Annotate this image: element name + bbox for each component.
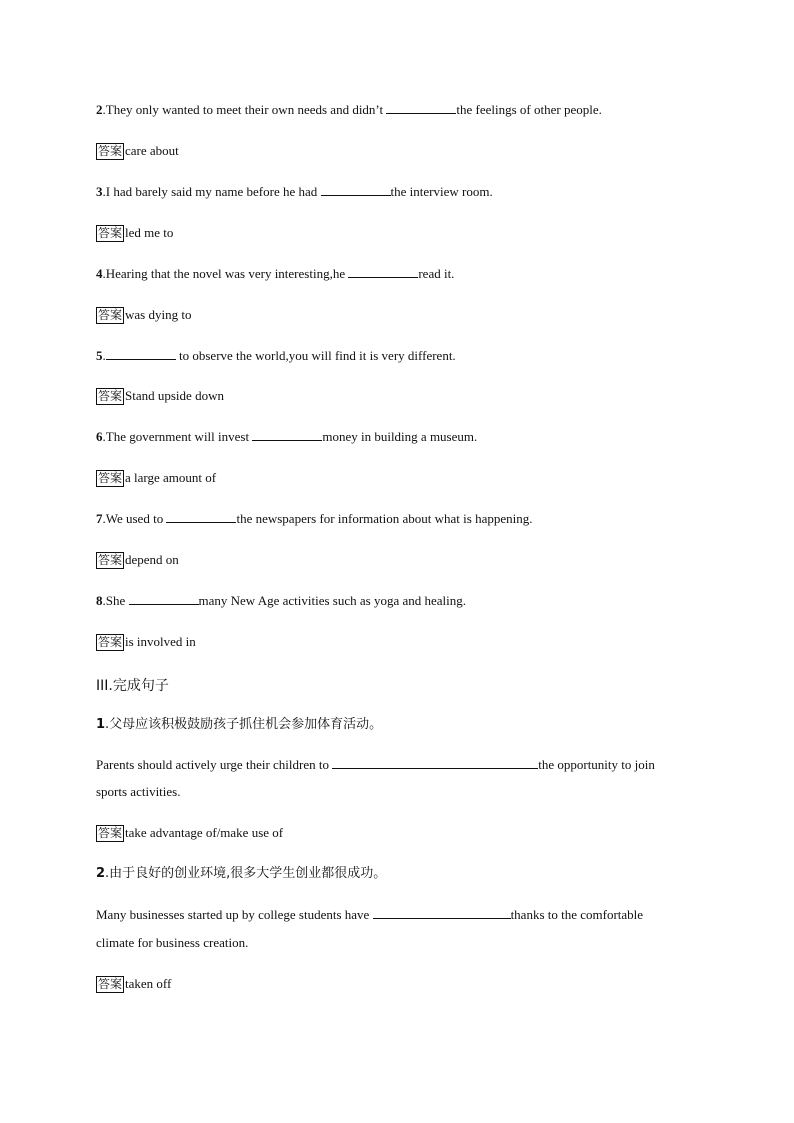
- answer-text: depend on: [125, 552, 179, 567]
- question-5: [96, 347, 456, 365]
- answer-text: a large amount of: [125, 470, 217, 485]
- sentence-1-english-line2: sports activities.: [96, 784, 181, 799]
- sentence-2-chinese: [96, 865, 386, 883]
- english-text-after: the opportunity to join: [538, 757, 655, 772]
- question-2: [96, 101, 602, 119]
- answer-tag: 答案: [98, 226, 123, 240]
- answer-tag: 答案: [98, 389, 123, 403]
- answer-blank: [106, 347, 176, 360]
- answer-text: led me to: [125, 225, 174, 240]
- answer-blank: [332, 756, 538, 769]
- answer-tag: 答案: [98, 553, 123, 567]
- answer-sentence-2: [96, 975, 171, 993]
- question-text-before: .She: [102, 593, 129, 608]
- answer-text: taken off: [125, 976, 172, 991]
- question-text-after: the newspapers for information about what is happening.: [236, 511, 533, 526]
- question-number: 7: [96, 511, 103, 526]
- sentence-1-english: [96, 756, 655, 774]
- question-text-after: the interview room.: [390, 184, 493, 199]
- question-4: [96, 265, 454, 283]
- answer-4: [96, 306, 191, 324]
- answer-text: is involved in: [125, 634, 196, 649]
- answer-8: [96, 633, 196, 651]
- question-text-after: read it.: [418, 266, 455, 281]
- answer-3: [96, 224, 173, 242]
- question-3: [96, 183, 493, 201]
- question-number: 2: [96, 866, 106, 881]
- answer-tag: 答案: [98, 471, 123, 485]
- answer-text: Stand upside down: [125, 388, 224, 403]
- sentence-2-english-line2: climate for business creation.: [96, 935, 249, 950]
- chinese-prompt: .由于良好的创业环境,很多大学生创业都很成功。: [105, 866, 387, 881]
- section-title: III.完成句子: [96, 678, 169, 694]
- question-text-before: .We used to: [102, 511, 167, 526]
- answer-7: [96, 551, 179, 569]
- english-text-after: thanks to the comfortable: [510, 907, 644, 922]
- sentence-1-chinese: [96, 716, 382, 734]
- question-text-after: money in building a museum.: [322, 429, 478, 444]
- sentence-2-english: [96, 906, 643, 924]
- answer-tag: 答案: [98, 977, 123, 991]
- answer-tag: 答案: [98, 144, 123, 158]
- question-text-before: .Hearing that the novel was very interesting,he: [102, 266, 349, 281]
- answer-blank: [129, 592, 199, 605]
- question-text-after: many New Age activities such as yoga and healing.: [198, 593, 467, 608]
- chinese-prompt: .父母应该积极鼓励孩子抓住机会参加体育活动。: [105, 717, 383, 732]
- answer-2: [96, 142, 179, 160]
- answer-sentence-1: [96, 824, 283, 842]
- question-7: [96, 510, 533, 528]
- answer-blank: [373, 906, 511, 919]
- answer-tag: 答案: [98, 826, 123, 840]
- question-number: 6: [96, 429, 103, 444]
- english-text-before: Parents should actively urge their children to: [96, 757, 333, 772]
- question-text-before: .They only wanted to meet their own needs and didn’t: [102, 102, 387, 117]
- answer-blank: [321, 183, 391, 196]
- answer-text: care about: [125, 143, 179, 158]
- english-text-before: Many businesses started up by college students have: [96, 907, 373, 922]
- answer-tag: 答案: [98, 308, 123, 322]
- question-text-before: .The government will invest: [102, 429, 253, 444]
- question-number: 1: [96, 717, 106, 732]
- question-text-before: .: [102, 348, 106, 363]
- question-text-after: to observe the world,you will find it is very different.: [175, 348, 456, 363]
- answer-text: was dying to: [125, 307, 192, 322]
- question-text-after: the feelings of other people.: [456, 102, 602, 117]
- question-number: 5: [96, 348, 103, 363]
- answer-5: [96, 387, 224, 405]
- answer-blank: [386, 101, 456, 114]
- answer-blank: [252, 428, 322, 441]
- answer-blank: [348, 265, 418, 278]
- question-number: 3: [96, 184, 103, 199]
- question-text-before: .I had barely said my name before he had: [102, 184, 321, 199]
- question-8: [96, 592, 466, 610]
- question-number: 8: [96, 593, 103, 608]
- answer-blank: [166, 510, 236, 523]
- answer-tag: 答案: [98, 635, 123, 649]
- question-number: 2: [96, 102, 103, 117]
- question-6: [96, 428, 477, 446]
- question-number: 4: [96, 266, 103, 281]
- answer-text: take advantage of/make use of: [125, 825, 284, 840]
- answer-6: [96, 469, 216, 487]
